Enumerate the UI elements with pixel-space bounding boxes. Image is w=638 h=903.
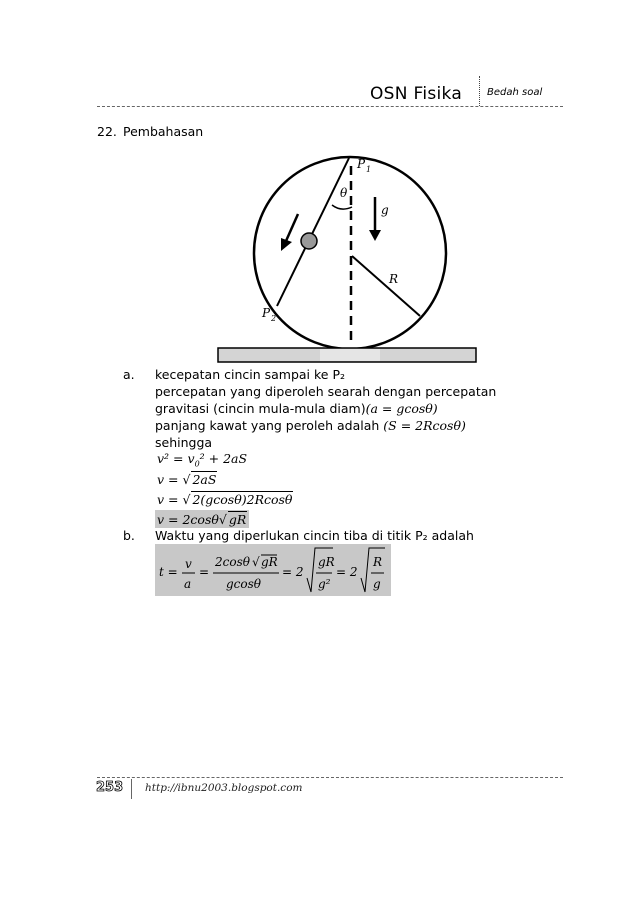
svg-text:2cosθ: 2cosθ — [215, 555, 250, 569]
part-b-label: b. — [123, 528, 135, 543]
motion-arrow-shaft — [286, 214, 298, 241]
footer-url-link[interactable]: http://ibnu2003.blogspot.com — [145, 782, 303, 794]
svg-text:a: a — [184, 577, 192, 591]
part-b-text: Waktu yang diperlukan cincin tiba di titik P₂ adalah — [155, 528, 474, 543]
label-theta: θ — [340, 186, 348, 200]
equation-3: v = √ 2(gcosθ)2Rcosθ — [157, 492, 293, 507]
label-g: g — [381, 203, 389, 217]
equation-2: v = √ 2aS — [157, 472, 217, 487]
footer-rule — [97, 777, 563, 778]
time-formula — [155, 544, 391, 596]
length-expression: (S = 2Rcosθ) — [383, 418, 466, 433]
label-p2: P — [262, 306, 271, 320]
page-number: 253 — [96, 780, 124, 795]
svg-text:gR: gR — [261, 555, 278, 569]
svg-text:gcosθ: gcosθ — [226, 577, 262, 591]
problem-title: Pembahasan — [123, 124, 204, 139]
floor-shadow — [320, 349, 380, 361]
svg-text:=: = — [199, 565, 210, 579]
part-a-line-4: panjang kawat yang peroleh adalah (S = 2Rcosθ) — [155, 418, 466, 433]
accel-expression: (a = gcosθ) — [365, 401, 438, 416]
label-p1: P — [357, 157, 366, 171]
ring-bead — [301, 233, 317, 249]
svg-text:gR: gR — [318, 555, 335, 569]
svg-text:g: g — [373, 577, 381, 591]
gravity-arrow-head — [369, 230, 381, 241]
label-p2-sub: 2 — [271, 314, 277, 323]
radius-line — [352, 256, 420, 316]
equation-1: $v^2 = v_0^2 + 2aS$ — [157, 451, 248, 469]
label-R: R — [389, 272, 399, 286]
part-a-label: a. — [123, 367, 135, 382]
svg-text:t =: t = — [159, 565, 178, 579]
svg-text:R: R — [373, 555, 383, 569]
svg-text:= 2: = 2 — [282, 565, 304, 579]
svg-text:= 2: = 2 — [336, 565, 358, 579]
part-a-line-5: sehingga — [155, 435, 213, 450]
svg-text:v: v — [185, 557, 192, 571]
header-subtitle: Bedah soal — [487, 87, 543, 98]
part-a-line-1: kecepatan cincin sampai ke P₂ — [155, 367, 346, 382]
part-a-line-2: percepatan yang diperoleh searah dengan percepatan — [155, 384, 497, 399]
equation-4-highlighted: v = 2cosθ√ gR — [155, 510, 249, 528]
label-p1-sub: 1 — [366, 165, 372, 174]
header-title: OSN Fisika — [370, 84, 463, 104]
theta-arc — [332, 205, 352, 209]
part-a-line-3: gravitasi (cincin mula-mula diam)(a = gcosθ) — [155, 401, 438, 416]
footer-divider — [131, 779, 132, 799]
problem-number: 22. — [97, 124, 117, 139]
svg-text:√: √ — [252, 555, 260, 569]
svg-text:g²: g² — [318, 577, 331, 591]
